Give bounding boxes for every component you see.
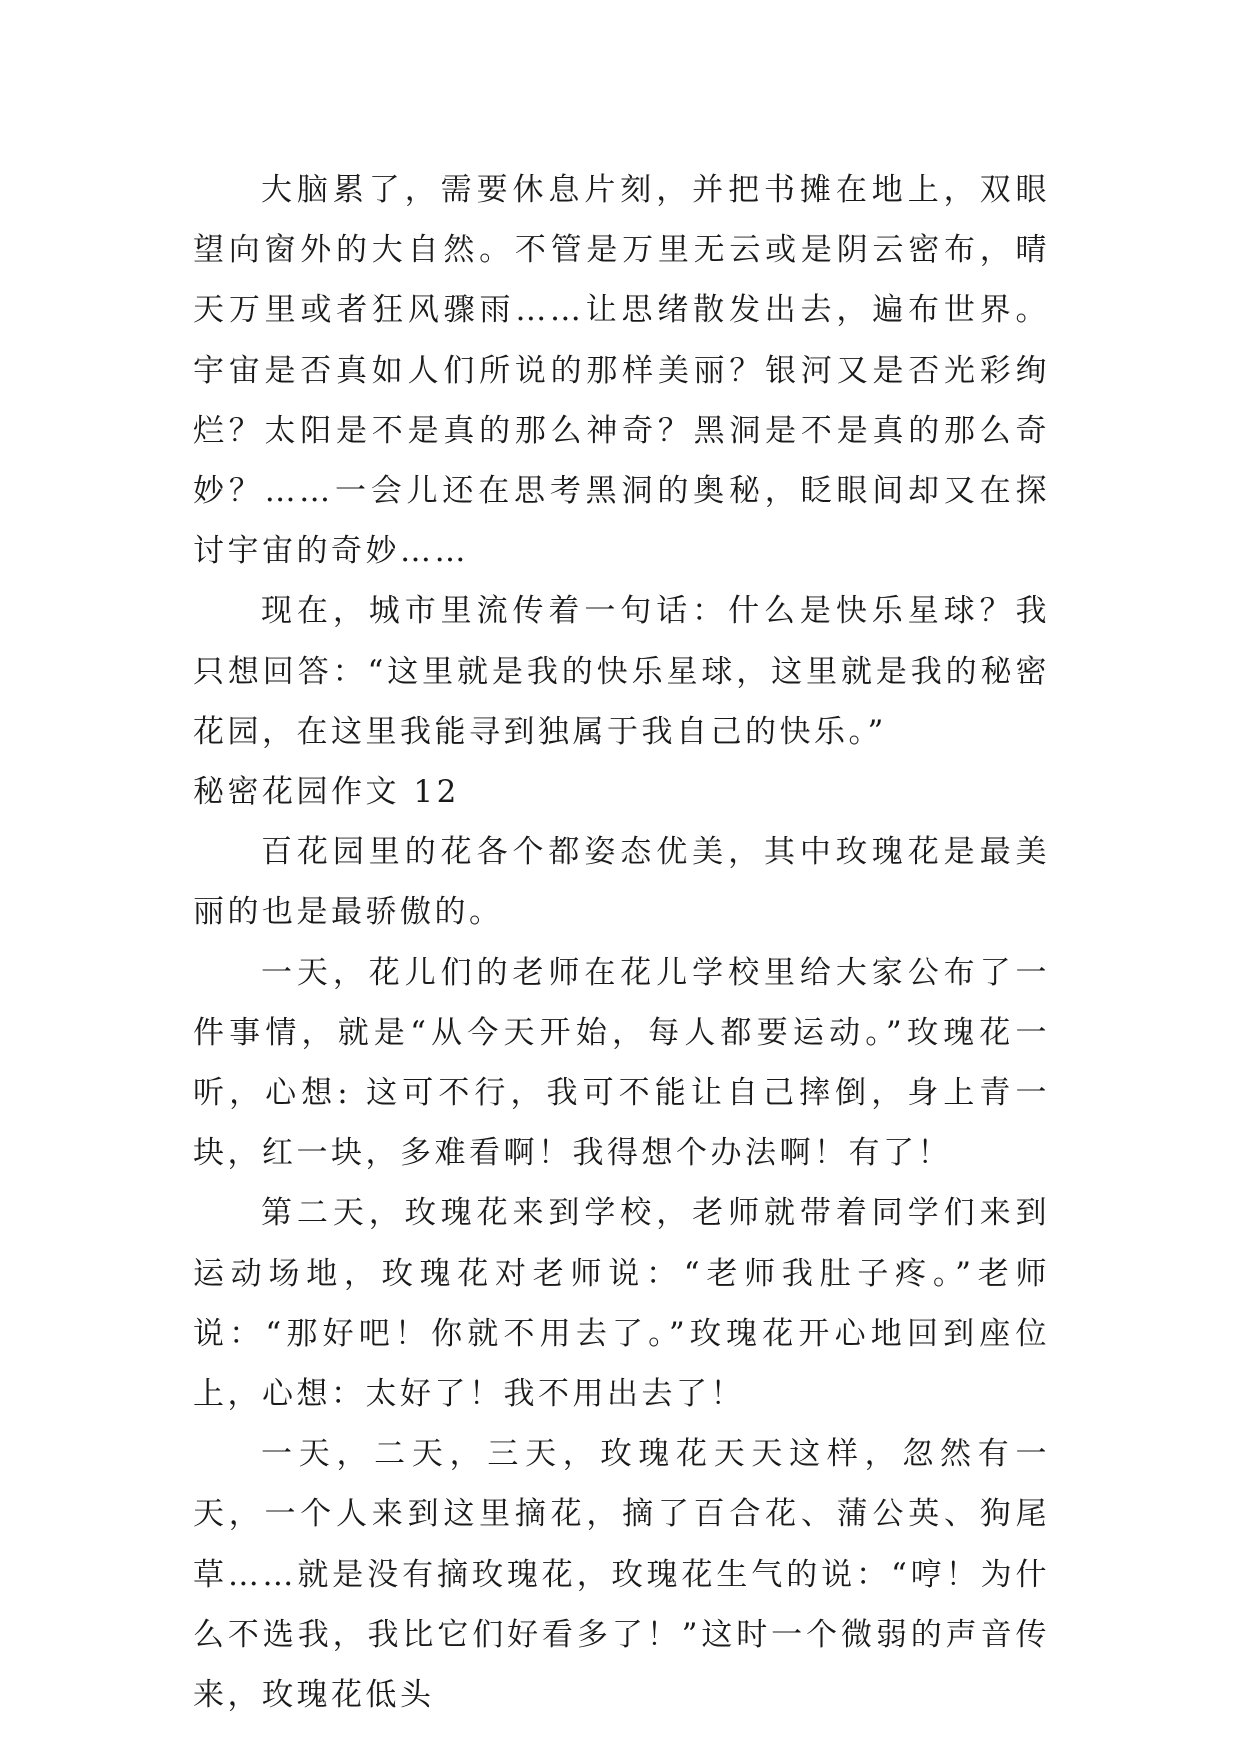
paragraph-second-day: 第二天，玫瑰花来到学校，老师就带着同学们来到运动场地，玫瑰花对老师说：“老师我肚子疼。”老师说：“那好吧！你就不用去了。”玫瑰花开心地回到座位上，心想：太好了！我不用出去了！ — [193, 1195, 1050, 1413]
paragraph-teacher-announcement: 一天，花儿们的老师在花儿学校里给大家公布了一件事情，就是“从今天开始，每人都要运动。”玫瑰花一听，心想: 这可不行，我可不能让自己摔倒，身上青一块，红一块，多难看啊！我得想个办法啊！有了！ — [193, 954, 1050, 1172]
paragraph-garden-intro: 百花园里的花各个都姿态优美，其中玫瑰花是最美丽的也是最骄傲的。 — [193, 834, 1050, 931]
paragraph-flower-picking: 一天，二天，三天，玫瑰花天天这样，忽然有一天，一个人来到这里摘花，摘了百合花、蒲公英、狗尾草……就是没有摘玫瑰花，玫瑰花生气的说：“哼！为什么不选我，我比它们好看多了！”这时一个微弱的声音传来，玫瑰花低头 — [193, 1436, 1050, 1714]
essay-title: 秘密花园作文 12 — [193, 774, 460, 811]
document-body — [193, 160, 1050, 1725]
paragraph-daydream: 大脑累了，需要休息片刻，并把书摊在地上，双眼望向窗外的大自然。不管是万里无云或是阴云密布，晴天万里或者狂风骤雨……让思绪散发出去，遍布世界。宇宙是否真如人们所说的那样美丽？银河又是否光彩绚烂？太阳是不是真的那么神奇？黑洞是不是真的那么奇妙？……一会儿还在思考黑洞的奥秘，眨眼间却又在探讨宇宙的奇妙…… — [193, 172, 1050, 570]
paragraph-happy-planet: 现在，城市里流传着一句话：什么是快乐星球？我只想回答：“这里就是我的快乐星球，这里就是我的秘密花园，在这里我能寻到独属于我自己的快乐。” — [193, 593, 1050, 750]
